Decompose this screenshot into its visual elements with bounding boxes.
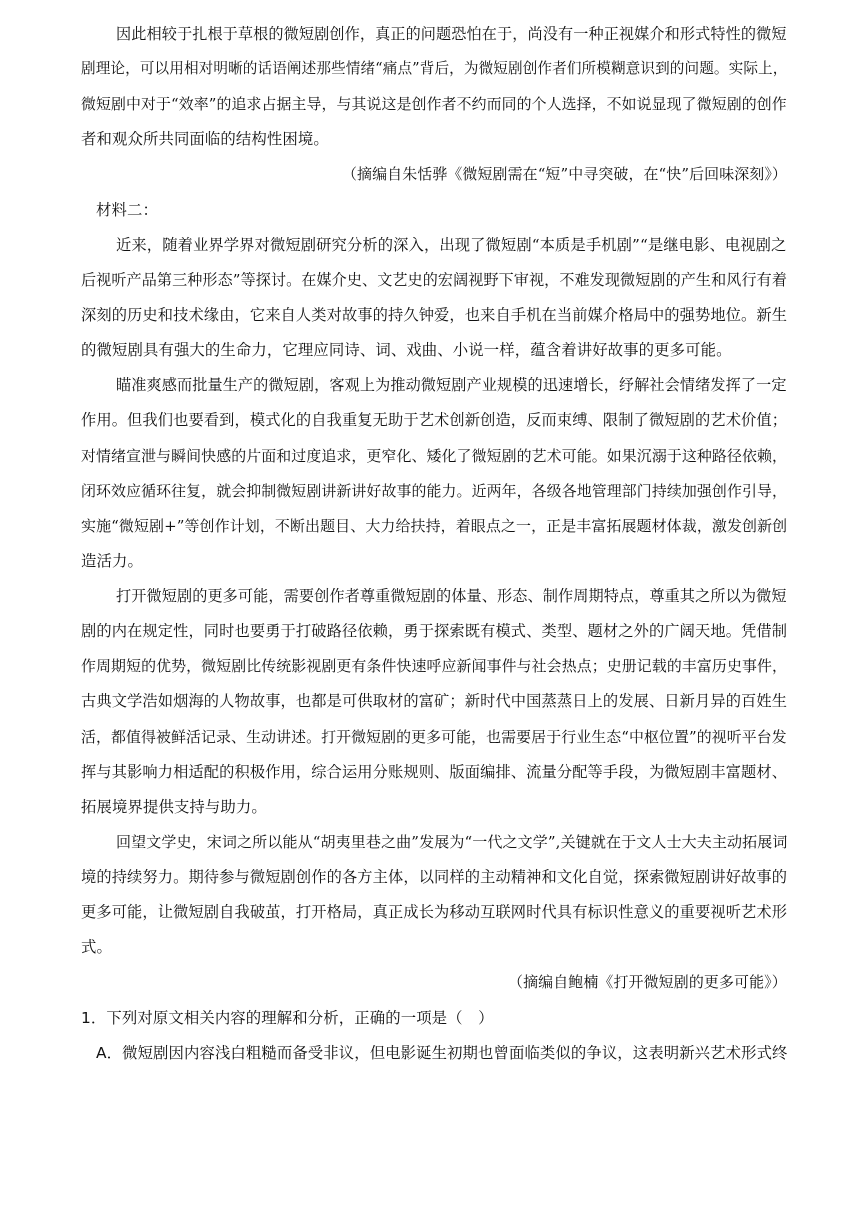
paragraph-line: 挥与其影响力相适配的积极作用，综合运用分账规则、版面编排、流量分配等手段，为微短剧丰富题材、 xyxy=(81,763,788,781)
source-citation-2: （摘编自鲍楠《打开微短剧的更多可能》） xyxy=(508,973,787,991)
paragraph-line: 瞄准爽感而批量生产的微短剧，客观上为推动微短剧产业规模的迅速增长，纾解社会情绪发挥了一定 xyxy=(116,376,787,394)
paragraph-line: 更多可能，让微短剧自我破茧，打开格局，真正成长为移动互联网时代具有标识性意义的重要视听艺术形 xyxy=(81,903,788,921)
paragraph-line: 式。 xyxy=(81,938,112,956)
option-a: A．微短剧因内容浅白粗糙而备受非议，但电影诞生初期也曾面临类似的争议，这表明新兴艺术形式终 xyxy=(96,1044,788,1062)
paragraph-line: 剧的内在规定性，同时也要勇于打破路径依赖，勇于探索既有模式、类型、题材之外的广阔天地。凭借制 xyxy=(81,622,788,640)
paragraph-line: 作周期短的优势，微短剧比传统影视剧更有条件快速呼应新闻事件与社会热点；史册记载的丰富历史事件， xyxy=(81,657,788,675)
paragraph-line: 实施“微短剧+”等创作计划，不断出题目、大力给扶持，着眼点之一，正是丰富拓展题材体裁，激发创新创 xyxy=(81,517,788,535)
paragraph-line: 古典文学浩如烟海的人物故事，也都是可供取材的富矿；新时代中国蒸蒸日上的发展、日新月异的百姓生 xyxy=(81,692,788,710)
paragraph-line: 打开微短剧的更多可能，需要创作者尊重微短剧的体量、形态、制作周期特点，尊重其之所以为微短 xyxy=(116,587,787,605)
paragraph-line: 者和观众所共同面临的结构性困境。 xyxy=(81,130,329,148)
paragraph-line: 活，都值得被鲜活记录、生动讲述。打开微短剧的更多可能，也需要居于行业生态“中枢位置”的视听平台发 xyxy=(81,728,787,746)
material-2-label: 材料二： xyxy=(96,201,158,219)
paragraph-line: 作用。但我们也要看到，模式化的自我重复无助于艺术创新创造，反而束缚、限制了微短剧的艺术价值； xyxy=(81,411,788,429)
paragraph-line: 后视听产品第三种形态”等探讨。在媒介史、文艺史的宏阔视野下审视，不难发现微短剧的产生和风行有着 xyxy=(81,271,787,289)
paragraph-line: 闭环效应循环往复，就会抑制微短剧讲新讲好故事的能力。近两年，各级各地管理部门持续加强创作引导， xyxy=(81,482,788,500)
question-1: 1．下列对原文相关内容的理解和分析，正确的一项是（ ） xyxy=(81,1009,494,1027)
paragraph-line: 造活力。 xyxy=(81,552,143,570)
source-citation-1: （摘编自朱恬骅《微短剧需在“短”中寻突破，在“快”后回味深刻》） xyxy=(342,165,787,183)
paragraph-line: 微短剧中对于“效率”的追求占据主导，与其说这是创作者不约而同的个人选择，不如说显现了微短剧的创作 xyxy=(81,95,787,113)
paragraph-line: 的微短剧具有强大的生命力，它理应同诗、词、戏曲、小说一样，蕴含着讲好故事的更多可能。 xyxy=(81,341,732,359)
paragraph-line: 拓展境界提供支持与助力。 xyxy=(81,798,267,816)
paragraph-line: 回望文学史，宋词之所以能从“胡夷里巷之曲”发展为“一代之文学”,关键就在于文人士大夫主动拓展词 xyxy=(116,833,788,851)
paragraph-line: 对情绪宣泄与瞬间快感的片面和过度追求，更窄化、矮化了微短剧的艺术可能。如果沉溺于这种路径依赖， xyxy=(81,447,788,465)
paragraph-line: 境的持续努力。期待参与微短剧创作的各方主体，以同样的主动精神和文化自觉，探索微短剧讲好故事的 xyxy=(81,868,788,886)
paragraph-line: 因此相较于扎根于草根的微短剧创作，真正的问题恐怕在于，尚没有一种正视媒介和形式特性的微短 xyxy=(116,25,787,43)
paragraph-line: 近来，随着业界学界对微短剧研究分析的深入，出现了微短剧“本质是手机剧”“是继电影、电视剧之 xyxy=(116,236,787,254)
paragraph-line: 剧理论，可以用相对明晰的话语阐述那些情绪“痛点”背后，为微短剧创作者们所模糊意识到的问题。实际上， xyxy=(81,60,788,77)
paragraph-line: 深刻的历史和技术缘由，它来自人类对故事的持久钟爱，也来自手机在当前媒介格局中的强势地位。新生 xyxy=(81,306,788,324)
